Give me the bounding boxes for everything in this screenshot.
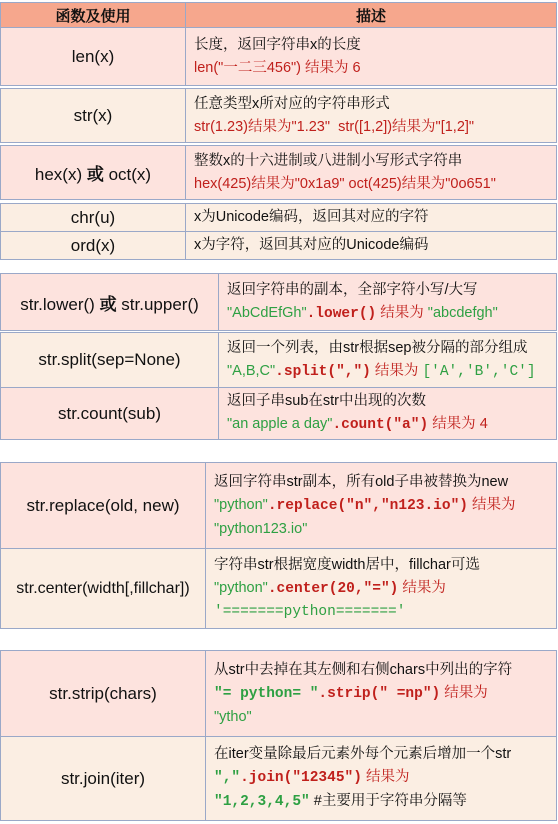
description-text: x为Unicode编码，返回其对应的字符 [186,204,557,232]
table-row [1,463,557,549]
string-methods-table-1 [0,273,556,440]
example-text: "an apple a day".count("a") 结果为 4 [227,416,488,433]
table-row [1,274,557,331]
example-result: "1,2,3,4,5" #主要用于字符串分隔等 [214,793,467,810]
example-text: "A,B,C".split(",") 结果为 ['A','B','C'] [227,362,536,380]
table-row [1,388,557,440]
table-row [1,549,557,629]
function-name: ord(x) [1,232,186,260]
function-name: str.replace(old, new) [1,463,206,549]
table-row [1,232,557,260]
builtin-functions-table [0,2,556,260]
description-text: x为字符，返回其对应的Unicode编码 [186,232,557,260]
function-name: hex(x) 或 oct(x) [1,146,186,200]
example-result: "python123.io" [214,520,308,537]
description-text: 长度，返回字符串x的长度 [194,36,361,53]
table-row [1,651,557,737]
description-text: 返回字符串的副本，全部字符小写/大写 [227,281,478,298]
example-text: str(1.23)结果为"1.23" [194,118,331,135]
header-description: 描述 [186,3,557,28]
example-result: "ytho" [214,708,252,725]
string-methods-table-2 [0,462,556,629]
function-name: str.strip(chars) [1,651,206,737]
example-text: str([1,2])结果为"[1,2]" [338,118,475,135]
example-text: len("一二三456") 结果为 6 [194,59,361,76]
header-function-usage: 函数及使用 [1,3,186,28]
example-text: ",".join("12345") 结果为 [214,769,410,786]
example-text: "python".replace("n","n123.io") 结果为 [214,496,516,514]
table-row [1,28,557,86]
example-text: hex(425)结果为"0x1a9" oct(425)结果为"0o651" [194,175,496,192]
function-name: str.center(width[,fillchar]) [1,549,206,629]
function-name: str.lower() 或 str.upper() [1,274,219,331]
table-row [1,737,557,821]
function-name: chr(u) [1,204,186,232]
example-text: "= python= ".strip(" =np") 结果为 [214,684,488,702]
example-text: "AbCdEfGh".lower() 结果为 "abcdefgh" [227,304,498,322]
description-text: 从str中去掉在其左侧和右侧chars中列出的字符 [214,661,513,678]
function-name: str.count(sub) [1,388,219,440]
description-text: 返回一个列表，由str根据sep被分隔的部分组成 [227,339,528,356]
description-text: 整数x的十六进制或八进制小写形式字符串 [194,152,463,169]
example-result: '=======python=======' [214,603,406,620]
description-text: 任意类型x所对应的字符串形式 [194,95,390,112]
table-row [1,333,557,388]
description-text: 返回字符串str副本，所有old子串被替换为new [214,473,509,490]
example-text: "python".center(20,"=") 结果为 [214,579,446,597]
table-row [1,146,557,200]
function-name: str(x) [1,89,186,143]
table-row [1,204,557,232]
function-name: len(x) [1,28,186,86]
description-text: 字符串str根据宽度width居中，fillchar可选 [214,556,480,573]
function-name: str.split(sep=None) [1,333,219,388]
description-text: 返回子串sub在str中出现的次数 [227,393,426,409]
function-name: str.join(iter) [1,737,206,821]
description-text: 在iter变量除最后元素外每个元素后增加一个str [214,746,512,762]
table-row [1,89,557,143]
string-methods-table-3 [0,650,556,821]
